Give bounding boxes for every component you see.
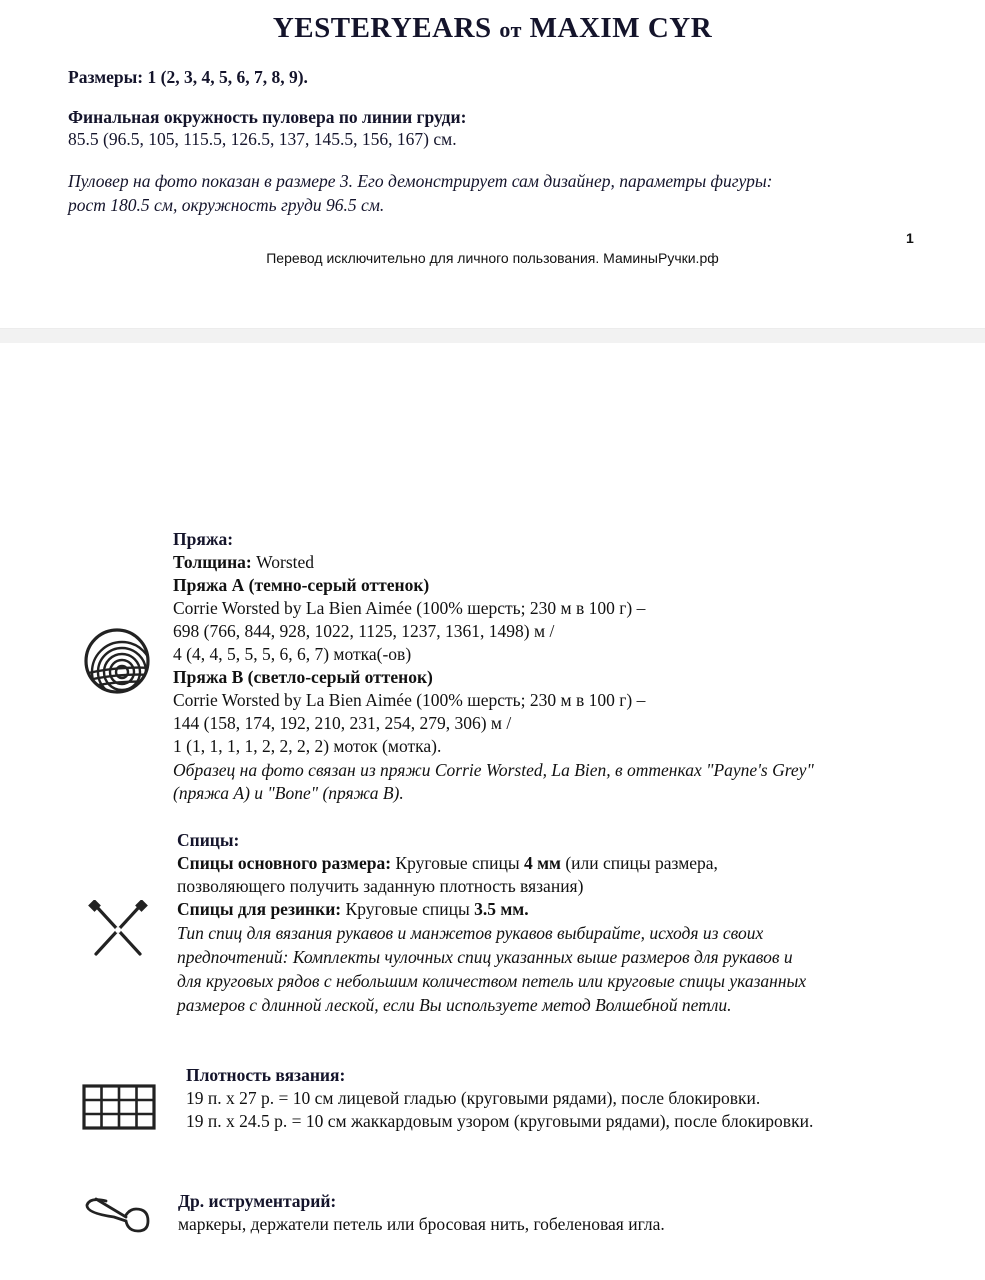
yarn-weight-label: Толщина: [173,552,252,572]
yarn-b-line1: Corrie Worsted by La Bien Aimée (100% шерсть; 230 м в 100 г) – [173,690,646,710]
yarn-a-line1: Corrie Worsted by La Bien Aimée (100% шерсть; 230 м в 100 г) – [173,598,646,618]
needles-main-value-pre: Круговые спицы [395,853,520,873]
sizes-label: Размеры: [68,67,144,87]
notions-heading: Др. иструментарий: [178,1191,337,1211]
knitting-needles-icon [86,900,150,960]
needles-note-line1: Тип спиц для вязания рукавов и манжетов рукавов выбирайте, исходя из своих [177,923,764,943]
needles-note-line3: для круговых рядов с небольшим количеством петель или круговые спицы указанных [177,971,807,991]
title-left: YESTERYEARS [272,12,492,44]
chest-value: 85.5 (96.5, 105, 115.5, 126.5, 137, 145.5, 156, 167) см. [68,129,457,149]
gauge-line2: 19 п. х 24.5 р. = 10 см жаккардовым узором (круговыми рядами), после блокировки. [186,1111,814,1131]
yarn-b-line3: 1 (1, 1, 1, 1, 2, 2, 2, 2) моток (мотка). [173,736,442,756]
photo-note-line2: рост 180.5 см, окружность груди 96.5 см. [68,195,385,215]
needles-main-line2: позволяющего получить заданную плотность вязания) [177,876,584,896]
photo-note-line1: Пуловер на фото показан в размере 3. Его демонстрирует сам дизайнер, параметры фигуры: [68,171,773,191]
yarn-weight [173,551,314,574]
needles-rib [177,898,529,921]
title-from: от [499,17,522,42]
document-title [0,12,985,45]
needles-main-value-post: (или спицы размера, [565,853,718,873]
needles-heading: Спицы: [177,830,240,850]
needles-note-line4: размеров с длинной леской, если Вы используете метод Волшебной петли. [177,995,732,1015]
yarn-a-line3: 4 (4, 4, 5, 5, 5, 6, 6, 7) мотка(-ов) [173,644,412,664]
needles-main-value-size: 4 мм [524,853,561,873]
page-number: 1 [906,230,914,246]
needles-rib-value-pre: Круговые спицы [345,899,470,919]
chest-label: Финальная окружность пуловера по линии груди: [68,107,467,127]
notions-line1: маркеры, держатели петель или бросовая нить, гобеленовая игла. [178,1214,665,1234]
title-right: MAXIM CYR [529,12,713,44]
yarn-heading: Пряжа: [173,529,234,549]
needles-rib-label: Спицы для резинки: [177,899,342,919]
yarn-b-line2: 144 (158, 174, 192, 210, 231, 254, 279, 306) м / [173,713,512,733]
needles-rib-value-size: 3.5 мм. [474,899,529,919]
needles-note-line2: предпочтений: Комплекты чулочных спиц указанных выше размеров для рукавов и [177,947,793,967]
yarn-weight-value: Worsted [256,552,315,572]
yarn-a-line2: 698 (766, 844, 928, 1022, 1125, 1237, 1361, 1498) м / [173,621,555,641]
yarn-sample-note-line2: (пряжа А) и "Bone" (пряжа В). [173,783,404,803]
sizes-value: 1 (2, 3, 4, 5, 6, 7, 8, 9). [147,67,308,87]
gauge-grid-icon [82,1084,156,1130]
yarn-b-heading: Пряжа В (светло-серый оттенок) [173,667,433,687]
needles-main-label: Спицы основного размера: [177,853,392,873]
yarn-a-heading: Пряжа А (темно-серый оттенок) [173,575,430,595]
yarn-sample-note-line1: Образец на фото связан из пряжи Corrie Worsted, La Bien, в оттенках "Payne's Grey" [173,760,814,780]
gauge-heading: Плотность вязания: [186,1065,346,1085]
sizes-line [68,66,308,89]
yarn-ball-icon [82,626,152,696]
needles-main [177,852,718,875]
gauge-line1: 19 п. х 27 р. = 10 см лицевой гладью (круговыми рядами), после блокировки. [186,1088,761,1108]
footer-note: Перевод исключительно для личного пользования. МаминыРучки.рф [266,250,719,266]
page-break-divider [0,328,985,343]
stitch-marker-icon [84,1193,154,1237]
